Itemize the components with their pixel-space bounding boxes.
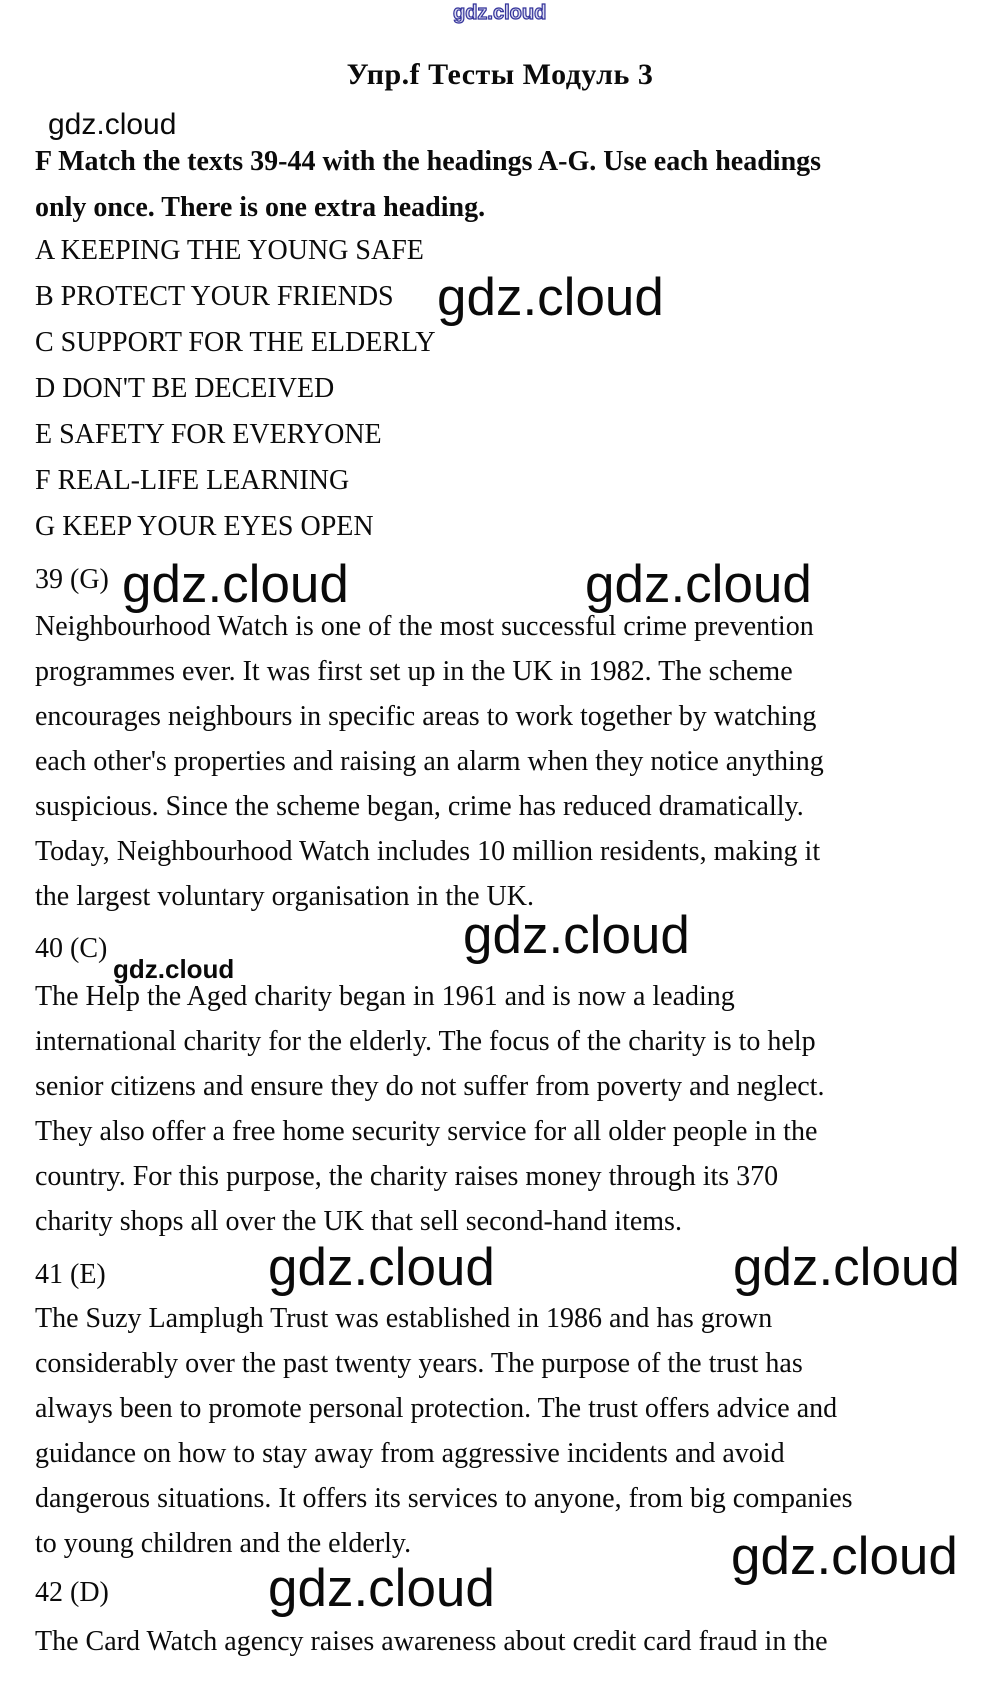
brand-watermark: gdz.cloud xyxy=(437,268,664,327)
answer-text-41 xyxy=(35,1296,975,1566)
brand-watermark: gdz.cloud xyxy=(48,108,177,141)
brand-watermark-outline: gdz.cloud xyxy=(453,2,547,24)
text-line: considerably over the past twenty years. The purpose of the trust has xyxy=(35,1348,803,1379)
text-line: They also offer a free home security service for all older people in the xyxy=(35,1116,818,1147)
brand-watermark: gdz.cloud xyxy=(585,555,812,614)
page-title: Упр.f Тесты Модуль 3 xyxy=(346,58,654,91)
brand-watermark: gdz.cloud xyxy=(733,1238,960,1297)
text-line: dangerous situations. It offers its services to anyone, from big companies xyxy=(35,1483,853,1514)
text-line: guidance on how to stay away from aggressive incidents and avoid xyxy=(35,1438,785,1469)
exercise-instruction xyxy=(35,139,955,231)
brand-watermark: gdz.cloud xyxy=(268,1238,495,1297)
heading-option-e: E SAFETY FOR EVERYONE xyxy=(35,419,382,450)
brand-watermark: gdz.cloud xyxy=(268,1559,495,1618)
answer-text-42 xyxy=(35,1619,975,1664)
text-line: programmes ever. It was first set up in the UK in 1982. The scheme xyxy=(35,656,793,687)
text-line: The Suzy Lamplugh Trust was established in 1986 and has grown xyxy=(35,1303,773,1334)
brand-watermark-small: gdz.cloud xyxy=(113,954,235,984)
heading-option-b: B PROTECT YOUR FRIENDS xyxy=(35,281,394,312)
text-line: Neighbourhood Watch is one of the most successful crime prevention xyxy=(35,611,814,642)
instruction-line: only once. There is one extra heading. xyxy=(35,192,486,223)
answer-label-39: 39 (G) xyxy=(35,564,109,595)
text-line: international charity for the elderly. The focus of the charity is to help xyxy=(35,1026,816,1057)
answer-label-42: 42 (D) xyxy=(35,1577,109,1608)
text-line: to young children and the elderly. xyxy=(35,1528,412,1559)
text-line: Today, Neighbourhood Watch includes 10 million residents, making it xyxy=(35,836,821,867)
brand-watermark: gdz.cloud xyxy=(463,906,690,965)
brand-watermark: gdz.cloud xyxy=(731,1527,958,1586)
heading-option-a: A KEEPING THE YOUNG SAFE xyxy=(35,235,424,266)
heading-option-c: C SUPPORT FOR THE ELDERLY xyxy=(35,327,436,358)
answer-label-40: 40 (C) xyxy=(35,933,108,964)
text-line: country. For this purpose, the charity raises money through its 370 xyxy=(35,1161,779,1192)
text-line: always been to promote personal protection. The trust offers advice and xyxy=(35,1393,838,1424)
instruction-line: F Match the texts 39-44 with the headings A-G. Use each headings xyxy=(35,146,822,177)
answer-text-40 xyxy=(35,974,975,1244)
heading-option-d: D DON'T BE DECEIVED xyxy=(35,373,335,404)
text-line: The Card Watch agency raises awareness about credit card fraud in the xyxy=(35,1626,828,1657)
text-line: The Help the Aged charity began in 1961 and is now a leading xyxy=(35,981,735,1012)
text-line: charity shops all over the UK that sell second-hand items. xyxy=(35,1206,682,1237)
heading-option-f: F REAL-LIFE LEARNING xyxy=(35,465,350,496)
text-line: senior citizens and ensure they do not suffer from poverty and neglect. xyxy=(35,1071,825,1102)
answer-text-39 xyxy=(35,604,975,919)
heading-option-g: G KEEP YOUR EYES OPEN xyxy=(35,511,374,542)
brand-watermark: gdz.cloud xyxy=(122,555,349,614)
text-line: suspicious. Since the scheme began, crime has reduced dramatically. xyxy=(35,791,804,822)
text-line: the largest voluntary organisation in the UK. xyxy=(35,881,534,912)
text-line: encourages neighbours in specific areas to work together by watching xyxy=(35,701,817,732)
answer-label-41: 41 (E) xyxy=(35,1259,106,1290)
text-line: each other's properties and raising an alarm when they notice anything xyxy=(35,746,824,777)
